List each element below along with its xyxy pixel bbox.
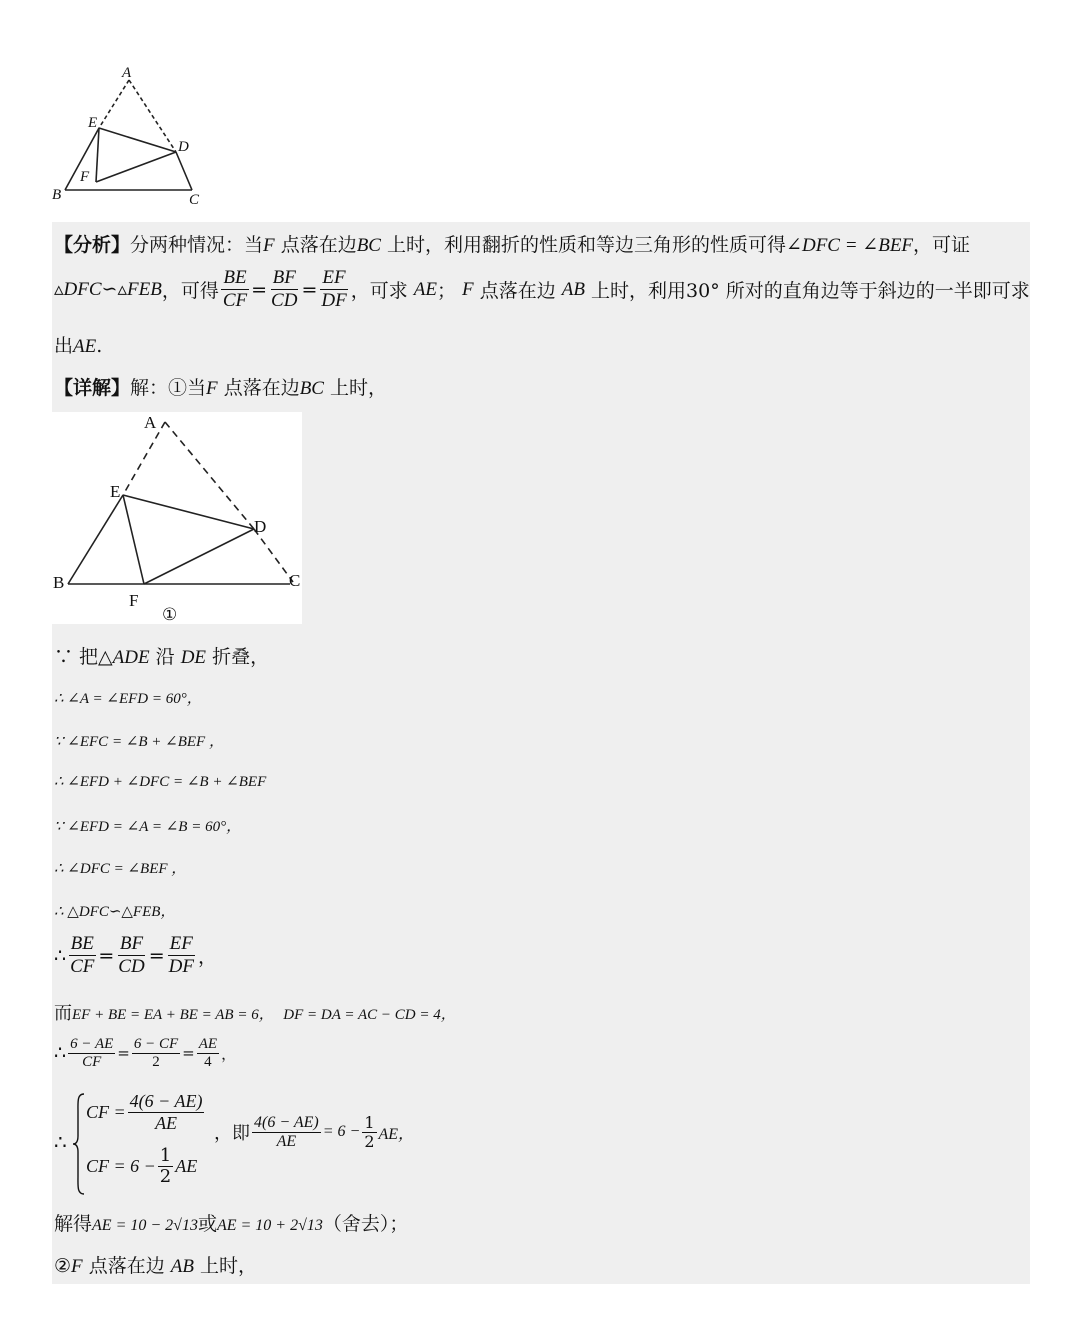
system-equation: ，即 $\frac{4(6 - AE)}{AE}$ = 6 − $\frac{1}{2}$ AE， bbox=[214, 1113, 415, 1151]
step-angle-a: ∴ ∠A = ∠EFD = 60°， bbox=[54, 691, 202, 707]
step-lengths: 而EF + BE = EA + BE = AB = 6， DF = DA = AC − CD = 4， bbox=[54, 1003, 456, 1024]
step-fold: ∵ 把△ADE 沿 DE 折叠， bbox=[54, 646, 270, 668]
step-similar: ∴ △DFC∽△FEB， bbox=[54, 904, 176, 920]
figure-one bbox=[52, 412, 302, 624]
fig1-label-A: A bbox=[144, 413, 157, 432]
fig1-segment-AD bbox=[165, 422, 254, 529]
fig1-label-E: E bbox=[110, 482, 121, 501]
analysis-line-3: 出AE. bbox=[54, 335, 103, 357]
fraction-EF-DF: $\frac{EF}{DF}$ bbox=[321, 267, 347, 311]
sub-frac-1: $\frac{6 - AE}{CF}$ bbox=[70, 1036, 114, 1070]
fig1-label-C: C bbox=[289, 571, 301, 590]
system-brace bbox=[72, 1092, 86, 1196]
step-efc: ∵ ∠EFC = ∠B + ∠BEF ， bbox=[54, 734, 224, 750]
segment-FD bbox=[96, 152, 176, 182]
ratio-BF-CD: $\frac{BF}{CD}$ bbox=[118, 933, 145, 977]
fig1-segment-DC bbox=[254, 529, 293, 582]
label-E: E bbox=[88, 115, 98, 131]
detail-intro: 【详解】解：①当F 点落在边BC 上时， bbox=[54, 377, 388, 399]
analysis-line-2: ▵DFC∽▵FEB ，可得 $\frac{BE}{CF}$ = $\frac{BF}{CD}$ = $\frac{EF}{DF}$ ，可求 AE ； F 点落在边 AB 上时，利用30° 所对的直角边等于斜边的一半即可求 bbox=[54, 267, 1030, 311]
analysis-line-1: 【分析】分两种情况：当F 点落在边BC 上时，利用翻折的性质和等边三角形的性质可得∠DFC = ∠BEF，可证 bbox=[54, 234, 971, 256]
system-row-1: CF = $\frac{4(6 - AE)}{AE}$ bbox=[86, 1091, 203, 1133]
fig1-caption: ① bbox=[162, 605, 178, 624]
detail-tag: 【详解】 bbox=[54, 377, 131, 399]
top-triangle-figure bbox=[50, 62, 220, 212]
label-A: A bbox=[122, 65, 132, 81]
fig1-segment-FD bbox=[144, 529, 254, 584]
fig1-label-F: F bbox=[129, 591, 139, 610]
label-F: F bbox=[80, 169, 90, 185]
fraction-BE-CF: $\frac{BE}{CF}$ bbox=[222, 267, 248, 311]
fig1-label-D: D bbox=[254, 517, 267, 536]
segment-DC bbox=[176, 152, 192, 190]
label-C: C bbox=[189, 192, 200, 208]
step-system: ∴ CF = $\frac{4(6 - AE)}{AE}$ CF = 6 − $\frac{1}{2}$ AE ，即 $\frac{4(6 - AE)}{AE}$ = 6 − $\frac{1}{2}$ AE， bbox=[54, 1092, 554, 1196]
step-equal-angles: ∴ ∠DFC = ∠BEF ， bbox=[54, 861, 187, 877]
ratio-BE-CF: $\frac{BE}{CF}$ bbox=[70, 933, 95, 977]
system-row-2: CF = 6 − $\frac{1}{2}$ AE bbox=[86, 1145, 198, 1187]
fig1-label-B: B bbox=[53, 573, 65, 592]
fig1-segment-ED bbox=[123, 495, 254, 529]
label-D: D bbox=[178, 139, 189, 155]
analysis-tag: 【分析】 bbox=[54, 234, 131, 256]
segment-AE bbox=[99, 80, 129, 128]
step-sum: ∴ ∠EFD + ∠DFC = ∠B + ∠BEF bbox=[54, 774, 267, 790]
segment-AD bbox=[129, 80, 176, 152]
sub-frac-2: $\frac{6 - CF}{2}$ bbox=[133, 1036, 179, 1070]
fraction-BF-CD: $\frac{BF}{CD}$ bbox=[271, 267, 298, 311]
fig1-segment-EF bbox=[123, 495, 144, 584]
label-B: B bbox=[52, 187, 62, 203]
segment-ED bbox=[99, 128, 176, 152]
step-substitution: ∴ $\frac{6 - AE}{CF}$ = $\frac{6 - CF}{2}$ = $\frac{AE}{4}$ ， bbox=[54, 1036, 237, 1070]
step-sixty: ∵ ∠EFD = ∠A = ∠B = 60°， bbox=[54, 819, 242, 835]
segment-EF bbox=[96, 128, 99, 182]
fig1-segment-EB bbox=[68, 495, 123, 584]
sub-frac-3: $\frac{AE}{4}$ bbox=[198, 1036, 218, 1070]
step-solution: 解得AE = 10 − 2√13或AE = 10 + 2√13（舍去）； bbox=[54, 1213, 409, 1235]
step-ratios: ∴ $\frac{BE}{CF}$ = $\frac{BF}{CD}$ = $\frac{EF}{DF}$ ， bbox=[54, 933, 217, 977]
fig1-segment-AE bbox=[123, 422, 165, 495]
ratio-EF-DF: $\frac{EF}{DF}$ bbox=[168, 933, 194, 977]
case-two-intro: ②F 点落在边 AB 上时， bbox=[54, 1255, 258, 1277]
figure-one-container bbox=[52, 412, 302, 624]
